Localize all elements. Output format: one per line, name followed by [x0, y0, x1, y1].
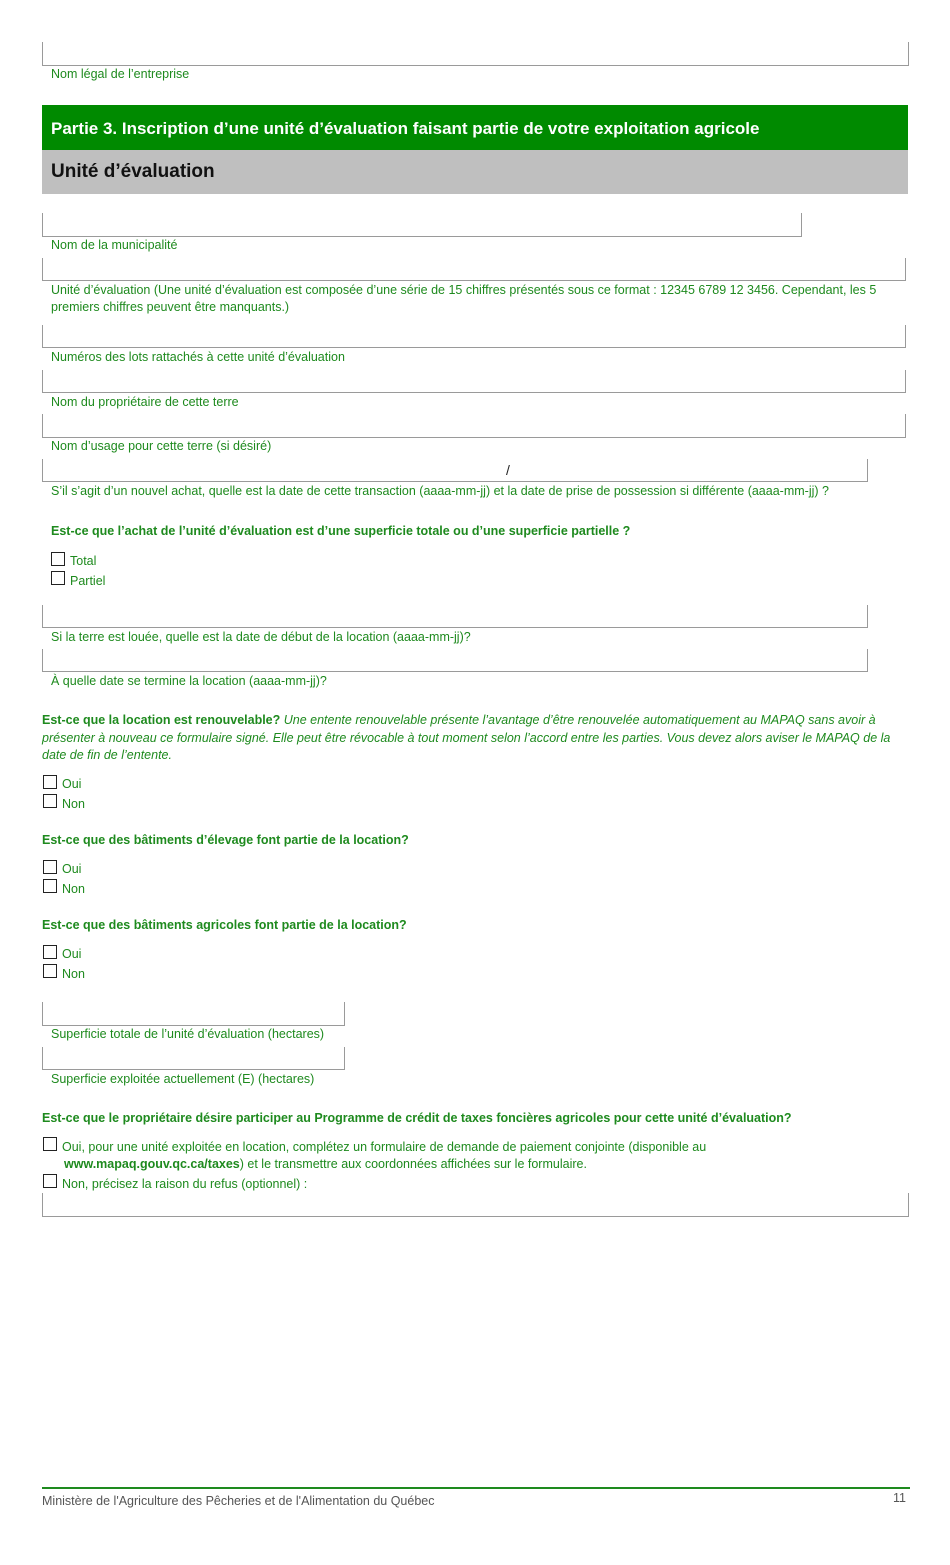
- program-yes-part2: ) et le transmettre aux coordonnées affichées sur le formulaire.: [239, 1157, 587, 1171]
- lease-start-field[interactable]: [42, 605, 868, 628]
- renew-yes-checkbox[interactable]: [43, 775, 57, 789]
- company-name-field[interactable]: [42, 42, 909, 66]
- footer-divider: [42, 1487, 910, 1489]
- agri-yes-checkbox[interactable]: [43, 945, 57, 959]
- renew-note: Une entente renouvelable présente l’avantage d’être renouvelée automatiquement au MAPAQ sans avoir à présenter à nouveau ce formulaire signé. Elle peut être révocable à tout moment selon l’accord entre les parties. Vous devez alors aviser le MAPAQ de la date de fin de l’entente.: [42, 713, 891, 762]
- partial-checkbox[interactable]: [51, 571, 65, 585]
- program-no-label: Non, précisez la raison du refus (optionnel) :: [62, 1177, 308, 1191]
- refusal-reason-field[interactable]: [42, 1193, 909, 1217]
- company-name-label: Nom légal de l’entreprise: [51, 67, 190, 81]
- agri-no-checkbox[interactable]: [43, 964, 57, 978]
- purchase-date-field[interactable]: [42, 459, 868, 482]
- breeding-yes-checkbox[interactable]: [43, 860, 57, 874]
- exploited-area-field[interactable]: [42, 1047, 345, 1070]
- area-question: Est-ce que l’achat de l’unité d’évaluation est d’une superficie totale ou d’une superficie partielle ?: [51, 524, 631, 538]
- agri-question: Est-ce que des bâtiments agricoles font partie de la location?: [42, 918, 407, 932]
- date-separator: /: [506, 462, 510, 478]
- total-area-label: Superficie totale de l’unité d’évaluation (hectares): [51, 1027, 325, 1041]
- page-number: 11: [893, 1491, 906, 1505]
- agri-yes-label: Oui: [62, 947, 82, 961]
- municipality-label: Nom de la municipalité: [51, 238, 178, 252]
- usage-name-field[interactable]: [42, 414, 906, 438]
- lots-label: Numéros des lots rattachés à cette unité d’évaluation: [51, 350, 345, 364]
- program-yes-part1: Oui, pour une unité exploitée en location, complétez un formulaire de demande de paiement conjointe (disponible au: [62, 1140, 707, 1154]
- lease-start-label: Si la terre est louée, quelle est la date de début de la location (aaaa-mm-jj)?: [51, 630, 471, 644]
- program-yes-checkbox[interactable]: [43, 1137, 57, 1151]
- renew-no-checkbox[interactable]: [43, 794, 57, 808]
- program-no-checkbox[interactable]: [43, 1174, 57, 1188]
- renew-question-block: [42, 712, 906, 765]
- lease-end-field[interactable]: [42, 649, 868, 672]
- breeding-no-checkbox[interactable]: [43, 879, 57, 893]
- section-title: Partie 3. Inscription d’une unité d’évaluation faisant partie de votre exploitation agricole: [42, 105, 908, 150]
- lease-end-label: À quelle date se termine la location (aaaa-mm-jj)?: [51, 674, 327, 688]
- subsection-title: Unité d’évaluation: [42, 150, 908, 194]
- eval-unit-field[interactable]: [42, 258, 906, 281]
- usage-name-label: Nom d’usage pour cette terre (si désiré): [51, 439, 272, 453]
- breeding-question: Est-ce que des bâtiments d’élevage font partie de la location?: [42, 833, 409, 847]
- total-area-field[interactable]: [42, 1002, 345, 1026]
- total-label: Total: [70, 554, 97, 568]
- owner-label: Nom du propriétaire de cette terre: [51, 395, 239, 409]
- program-link[interactable]: www.mapaq.gouv.qc.ca/taxes: [64, 1157, 240, 1171]
- program-question: Est-ce que le propriétaire désire participer au Programme de crédit de taxes foncières agricoles pour cette unité d’évaluation?: [42, 1111, 792, 1125]
- renew-no-label: Non: [62, 797, 85, 811]
- total-checkbox[interactable]: [51, 552, 65, 566]
- municipality-field[interactable]: [42, 213, 802, 237]
- breeding-no-label: Non: [62, 882, 85, 896]
- purchase-date-label: S’il s’agit d’un nouvel achat, quelle est la date de cette transaction (aaaa-mm-jj) et la date de prise de possession si différente (aaaa-mm-jj) ?: [51, 484, 829, 498]
- renew-yes-label: Oui: [62, 777, 82, 791]
- eval-unit-label: Unité d’évaluation (Une unité d’évaluation est composée d’une série de 15 chiffres présentés sous ce format : 12345 6789 12 3456. Cependant, les 5 premiers chiffres peuvent être manquants.): [51, 283, 877, 314]
- breeding-yes-label: Oui: [62, 862, 82, 876]
- renew-question: Est-ce que la location est renouvelable?: [42, 713, 281, 727]
- owner-field[interactable]: [42, 370, 906, 393]
- footer-ministry: Ministère de l'Agriculture des Pêcheries et de l'Alimentation du Québec: [42, 1494, 435, 1508]
- agri-no-label: Non: [62, 967, 85, 981]
- lots-field[interactable]: [42, 325, 906, 348]
- exploited-area-label: Superficie exploitée actuellement (E) (hectares): [51, 1072, 315, 1086]
- partial-label: Partiel: [70, 574, 106, 588]
- program-yes-text: [62, 1139, 782, 1173]
